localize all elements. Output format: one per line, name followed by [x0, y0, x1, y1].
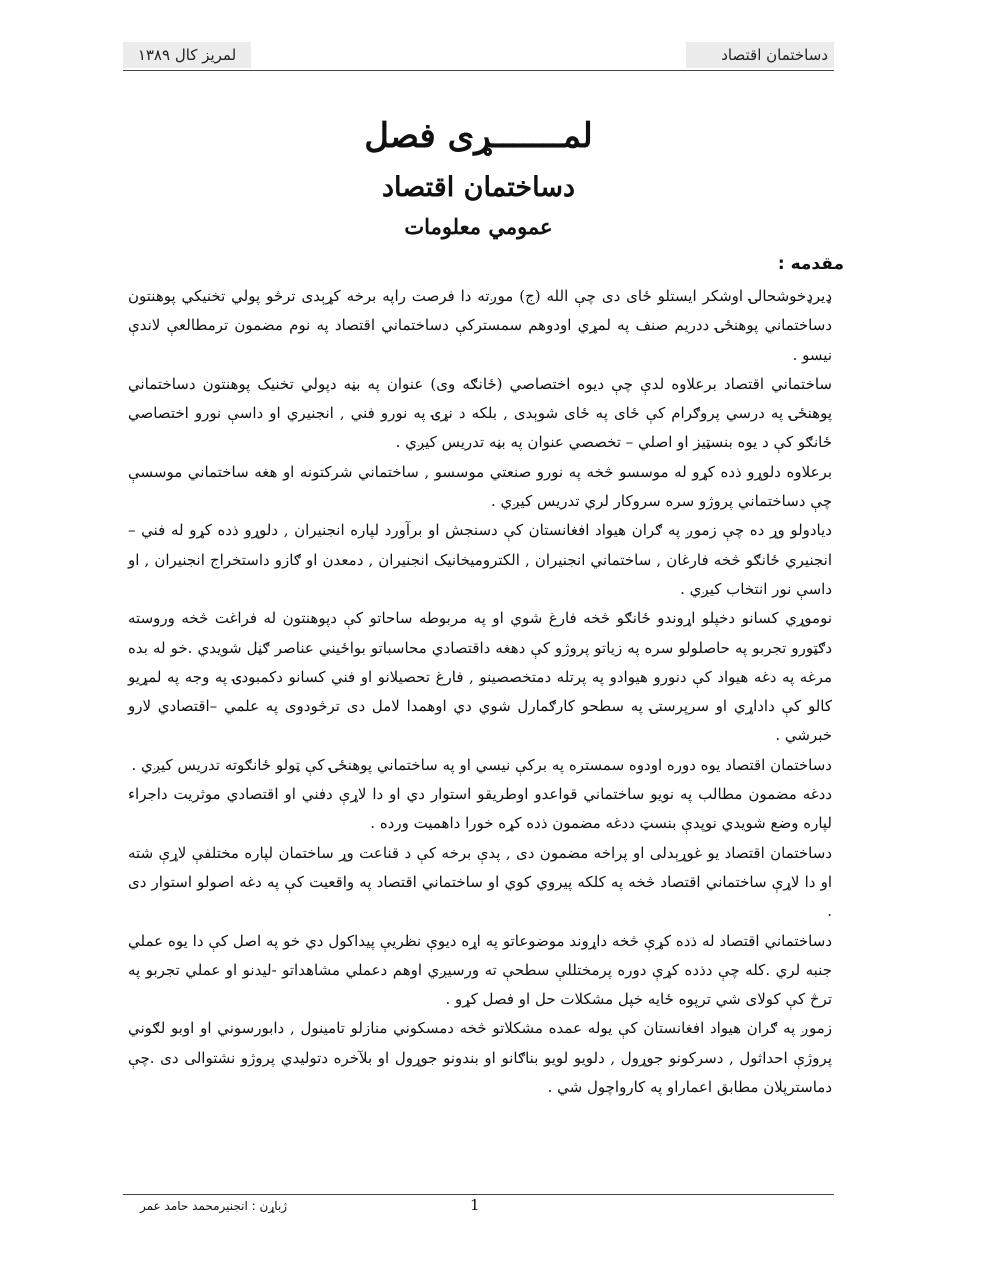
paragraph: دساختمان اقتصاد يو غوړېدلی او پراخه مضمون دی , پدې برخه کې د قناعت وړ ساختمان لپاره مختلفې لاړې شته او دا لاړې ساختماني اقتصاد څخه په کلکه پيروي کوي او ساختماني اقتصاد په واقعيت کې په دغه اصولو استوار دی . [128, 843, 832, 921]
section-title: عمومي معلومات [404, 214, 553, 239]
paragraph: دساختمان اقتصاد يوه دوره اودوه سمستره په برکې نيسي او په ساختماني پوهنځۍ کې ټولو ځانګوته تدريس کيږي . [131, 755, 832, 774]
header-date-label: ۱۳۸۹ لمریز کال [123, 42, 251, 68]
translator-credit: ژباړن : انجنيرمحمد حامد عمر [140, 1199, 288, 1213]
paragraph: ديادولو وړ ده چې زموږ په ګران هيواد افغانستان کې دسنجش او برآورد لپاره انجنيران , دلوړو ذده کړو له فني –انجنيري ځانګو څخه فارغان , ساختماني انجنيران , الکتروميخانيک انجنيران , دمعدن او ګازو داستخراج انجنيران , او داسې نور انتخاب کيږي . [128, 521, 832, 598]
paragraph: ساختماني اقتصاد برعلاوه لدې چې ديوه اختصاصي (ځانګه وی) عنوان په بڼه دپولي تخنيک پوهنتون دساختماني پوهنځۍ په درسي پروګرام کې ځای په ځای شوېدی , بلکه د نړۍ په نورو فني , انجنيري او داسې نورو اختصاصي ځانګو کې د يوه بنسټيز او اصلي – تخصصي عنوان په بڼه تدريس کيږي . [128, 374, 832, 452]
paragraph: برعلاوه دلوړو ذده کړو له موسسو څخه په نورو صنعتي موسسو , ساختماني شرکتونه او هغه ساختماني موسسې چې دساختماني پروژو سره سروکار لري تدريس کيږي . [128, 462, 832, 511]
chapter-title: لمـــــــړی فصل [364, 116, 593, 156]
paragraph: ډيرډخوشحالۍ اوشکر ايستلو ځای دی چې الله (ج) موږته دا فرصت راپه برخه کړېدی ترڅو پولي تخنيکي پوهنتون دساختماني پوهنځۍ ددريم صنف په لمړي اودوهم سمسترکې دساختماني اقتصاد په نوم مضمون ترمطالعې لاندې نيسو . [128, 287, 832, 364]
footer-divider [123, 1194, 834, 1195]
paragraph: نوموړي کسانو دخپلو اړوندو ځانګو څخه فارغ شوي او په مربوطه ساحاتو کې دپوهنتون له فراغت څخه وروسته دګټورو تجربو په حاصلولو سره په زياتو پروژو کې دهغه داقتصادي محاسباتو بواځيني عناصر ګڼل شويدي .خو له بده مرغه په دغه هيواد کې دنورو هيوادو په پرتله دمتخصصينو , فارغ تحصيلانو او فني کسانو دکمبودۍ په وجه په لمړيو کالو کې داداړي او سرپرستۍ په سطحو کارګمارل شوي دي اوهمدا لامل دی ترڅودوی په علمي –اقتصادي لارو خبرشي . [128, 609, 832, 745]
header-book-title: دساختمان اقتصاد [686, 42, 834, 68]
header-divider [123, 70, 834, 71]
body-text [128, 282, 832, 1102]
paragraph: ددغه مضمون مطالب په نويو ساختماني قواعدو اوطريقو استوار دي او دا لاړې دفني او اقتصادي موثريت داجراء لپاره وضع شويدي نوپدې بنسټ ددغه مضمون ذده کړه خورا داهميت ورده . [128, 785, 832, 833]
paragraph: زموږ په ګران هيواد افغانستان کې يوله عمده مشکلاتو څخه دمسکوني منازلو تامينول , دابورسوني او اوبو لګوني پروژې احداثول , دسرکونو جوړول , دلويو لويو بناګانو او بندونو جوړول او بلآخره دتوليدي پروژو نشتوالی دی .چې دماسترپلان مطابق اعماراو په کارواچول شي . [128, 1019, 832, 1097]
intro-heading: مقدمه : [777, 254, 844, 274]
subject-title: دساختمان اقتصاد [382, 172, 575, 203]
paragraph: دساختماني اقتصاد له ذده کړې څخه داړوند موضوعاتو په اړه ديوې نظريې پيداکول دي خو په اصل کې دا يوه عملي جنبه لري .کله چې دذده کړې دوره پرمختللې سطحې ته ورسيږي اوهم دعملي مشاهداتو -ليدنو او عملي تجربو په ترڅ کې کولای شي ترپوه ځايه خپل مشکلات حل او فصل کړو . [128, 931, 832, 1009]
page-number: 1 [470, 1196, 480, 1214]
